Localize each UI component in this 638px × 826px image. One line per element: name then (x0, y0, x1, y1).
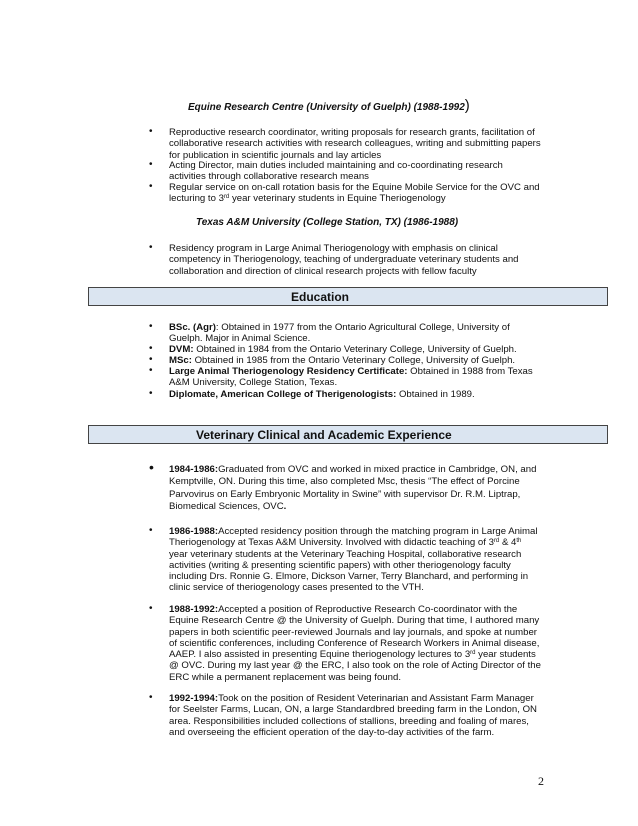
bullet-icon: • (149, 159, 153, 170)
education-band-title: Education (291, 290, 350, 304)
experience-item-1: 1984-1986:Graduated from OVC and worked in mixed practice in Cambridge, ON, and Kemptville, ON. During this time, also completed Msc, thesis “The effect of Porcine Parvovirus on Early Embryonic Mortality in Swine” with supervisor Dr. R.M. Liptrap, Biomedical Sciences, OVC. (169, 464, 537, 512)
guelph-item-1: Reproductive research coordinator, writing proposals for research grants, facilitation of collaborative research activities with research colleagues, writing and submitting papers for publication in scientific journals and lay articles (169, 127, 541, 161)
bullet-icon: • (149, 459, 154, 475)
guelph-item-3: Regular service on on-call rotation basis for the Equine Mobile Service for the OVC and lecturing to 3rd year veterinary students in Equine Theriogenology (169, 182, 540, 205)
bullet-icon: • (149, 692, 153, 703)
experience-item-2: 1986-1988:Accepted residency position through the matching program in Large Animal Theriogenology at Texas A&M University. Involved with didactic teaching of 3rd & 4th year veterinary students at the Veterinary Teaching Hospital, collaborative research activities (writing & presenting scientific papers) with other theriogenology faculty including Drs. Ronnie G. Elmore, Dickson Varner, Terry Blanchard, and performing in clinic service of theriogenology cases presented to the VTH. (169, 526, 538, 594)
bullet-icon: • (149, 343, 153, 354)
page-number: 2 (538, 774, 544, 788)
bullet-icon: • (149, 321, 153, 332)
bullet-icon: • (149, 388, 153, 399)
bullet-icon: • (149, 242, 153, 253)
experience-item-4: 1992-1994:Took on the position of Resident Veterinarian and Assistant Farm Manager for Seelster Farms, Lucan, ON, a large Standardbred breeding farm in the London, ON area. Responsibilities included collections of stallions, breeding and foaling of mares, and overseeing the efficient operation of the day-to-day activities of the farm. (169, 693, 537, 738)
education-band (88, 287, 608, 306)
experience-band-title: Veterinary Clinical and Academic Experience (196, 428, 452, 442)
bullet-icon: • (149, 126, 153, 137)
experience-item-3: 1988-1992:Accepted a position of Reproductive Research Co-coordinator with the Equine Research Centre @ the University of Guelph. During that time, I authored many papers in both scientific peer-reviewed Journals and lay journals, and spoke at number of scientific conferences, including Conference of Research Workers in Animal disease, AAEP. I also assisted in presenting Equine theriogenology lectures to 3rd year students @ OVC. During my last year @ the ERC, I also took on the role of Acting Director of the ERC while a permanent replacement was being found. (169, 604, 541, 683)
guelph-heading (188, 97, 470, 114)
bullet-icon: • (149, 181, 153, 192)
tamu-heading: Texas A&M University (College Station, TX) (1986-1988) (196, 217, 459, 228)
bullet-icon: • (149, 365, 153, 376)
experience-band (88, 425, 608, 444)
education-item-4: Large Animal Theriogenology Residency Certificate: Obtained in 1988 from Texas A&M University, College Station, Texas. (169, 366, 533, 389)
tamu-item-1: Residency program in Large Animal Theriogenology with emphasis on clinical competency in Theriogenology, teaching of undergraduate veterinary students and collaboration and direction of clinical research projects with fellow faculty (169, 243, 519, 277)
guelph-item-2: Acting Director, main duties included maintaining and co-coordinating research activities through collaborative research means (169, 160, 503, 183)
education-item-2: DVM: Obtained in 1984 from the Ontario Veterinary College, University of Guelph. (169, 344, 517, 355)
guelph-heading-text: Equine Research Centre (University of Guelph) (1988-1992 (188, 102, 465, 113)
education-item-1: BSc. (Agr): Obtained in 1977 from the Ontario Agricultural College, University of Guelph. Major in Animal Science. (169, 322, 510, 345)
education-item-5: Diplomate, American College of Therigenologists: Obtained in 1989. (169, 389, 475, 400)
guelph-heading-paren: ) (464, 97, 470, 114)
education-item-3: MSc: Obtained in 1985 from the Ontario Veterinary College, University of Guelph. (169, 355, 516, 366)
bullet-icon: • (149, 525, 153, 536)
bullet-icon: • (149, 354, 153, 365)
bullet-icon: • (149, 603, 153, 614)
